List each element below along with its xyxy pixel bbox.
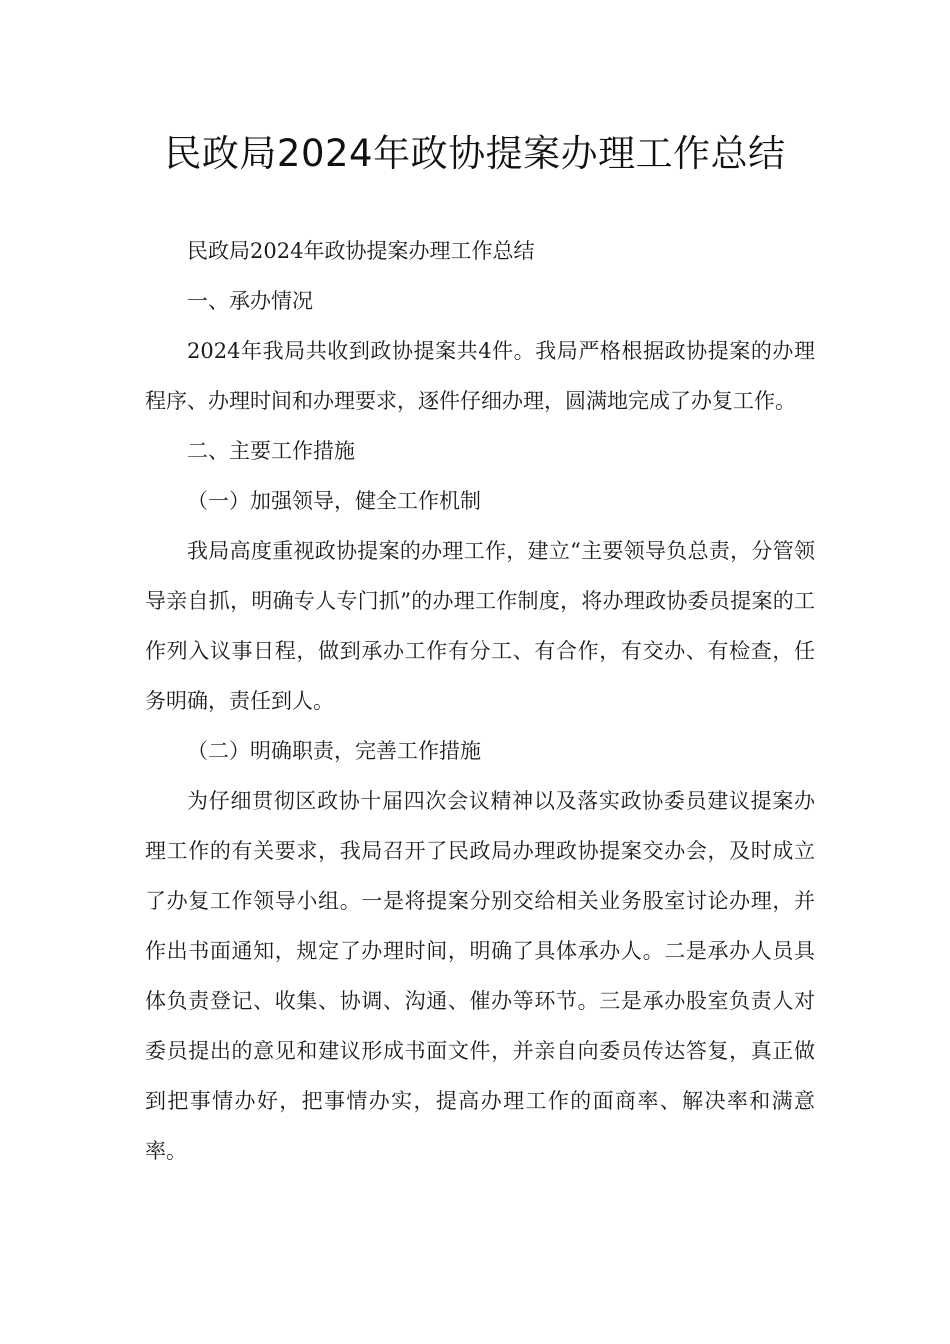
section-heading-measures: 二、主要工作措施 bbox=[187, 439, 355, 463]
document-body bbox=[145, 226, 815, 1176]
body-heading-repeat: 民政局2024年政协提案办理工作总结 bbox=[187, 239, 535, 263]
document-title: 民政局2024年政协提案办理工作总结 bbox=[164, 132, 786, 175]
paragraph-responsibilities: 为仔细贯彻区政协十届四次会议精神以及落实政协委员建议提案办理工作的有关要求，我局召开了民政局办理政协提案交办会，及时成立了办复工作领导小组。一是将提案分别交给相关业务股室讨论办理，并作出书面通知，规定了办理时间，明确了具体承办人。二是承办人员具体负责登记、收集、协调、沟通、催办等环节。三是承办股室负责人对委员提出的意见和建议形成书面文件，并亲自向委员传达答复，真正做到把事情办好，把事情办实，提高办理工作的面商率、解决率和满意率。 bbox=[145, 789, 815, 1163]
paragraph-undertaking: 2024年我局共收到政协提案共4件。我局严格根据政协提案的办理程序、办理时间和办理要求，逐件仔细办理，圆满地完成了办复工作。 bbox=[145, 339, 815, 413]
subheading-leadership: （一）加强领导，健全工作机制 bbox=[187, 489, 481, 513]
paragraph-leadership: 我局高度重视政协提案的办理工作，建立“主要领导负总责，分管领导亲自抓，明确专人专门抓”的办理工作制度，将办理政协委员提案的工作列入议事日程，做到承办工作有分工、有合作，有交办、有检查，任务明确，责任到人。 bbox=[145, 539, 815, 713]
subheading-responsibilities: （二）明确职责，完善工作措施 bbox=[187, 739, 481, 763]
section-heading-undertaking: 一、承办情况 bbox=[187, 289, 313, 313]
